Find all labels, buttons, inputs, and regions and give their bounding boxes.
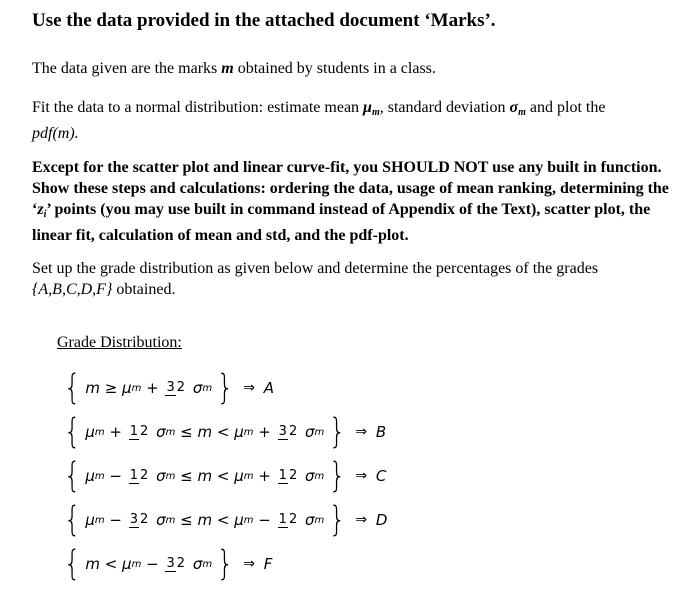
page-title: Use the data provided in the attached document ‘Marks’. <box>32 10 496 31</box>
grade-rule-c: { μm − 1 2 σm ≤ m < μm + 1 2 σm } ⇒ C <box>64 455 387 497</box>
grade-f-label: F <box>263 555 273 573</box>
instructions-paragraph: Except for the scatter plot and linear curve-fit, you SHOULD NOT use any built in function. Show these steps and calculations: ordering the data, usage of mean ranking, determining the ‘$z_i$’ points (you may use built in command instead of Appendix of the Text), scatter plot, the linear fit, calculation of mean and std, and the pdf-plot. <box>32 159 669 244</box>
grade-d-label: D <box>375 511 388 529</box>
grade-rule-f: { m < μm − 3 2 σm } ⇒ F <box>64 543 273 585</box>
grade-rules <box>64 368 387 588</box>
grade-b-label: B <box>375 423 387 441</box>
grade-setup-paragraph: Set up the grade distribution as given below and determine the percentages of the grades {A,B,C,D,F} obtained. <box>32 260 599 298</box>
grade-distribution-heading: Grade Distribution: <box>57 334 182 351</box>
grade-rule-d: { μm − 3 2 σm ≤ m < μm − 1 2 σm } ⇒ D <box>64 499 388 541</box>
intro-paragraph: The data given are the marks m obtained by students in a class. <box>32 60 436 77</box>
grade-rule-a: { m ≥ μm + 3 2 σm } ⇒ A <box>64 367 274 409</box>
fit-paragraph: Fit the data to a normal distribution: estimate mean $\mu_m$, standard deviation $\sigma_m$ and plot the pdf(m). <box>32 99 606 142</box>
grade-rule-b: { μm + 1 2 σm ≤ m < μm + 3 2 σm } ⇒ B <box>64 411 387 453</box>
grade-a-label: A <box>263 379 274 397</box>
grade-c-label: C <box>375 467 387 485</box>
